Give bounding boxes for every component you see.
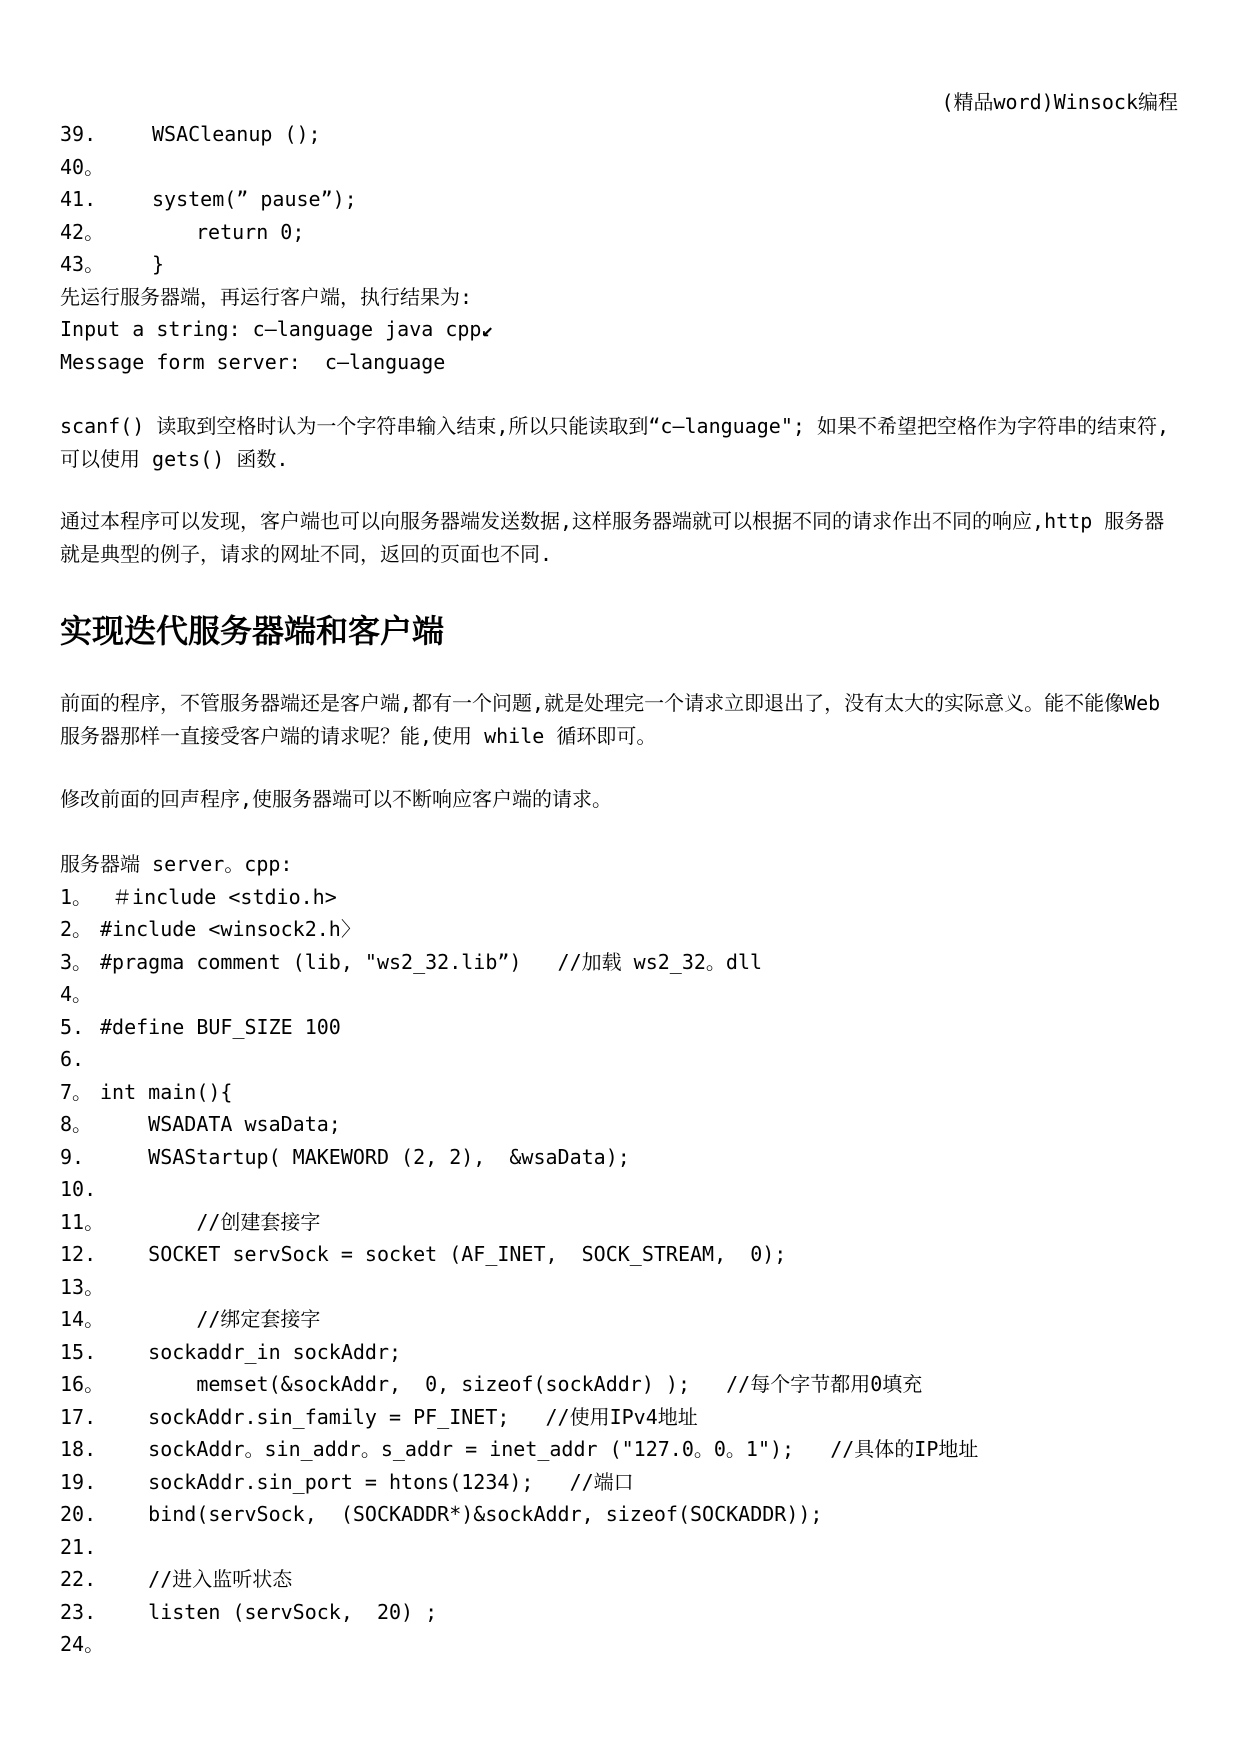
line-number: 6. xyxy=(60,1047,85,1071)
code-text: sockAddr.sin_port = htons(1234); //端口 xyxy=(100,1469,634,1494)
code-text: #pragma comment (lib, "ws2_32.lib”) //加载 ws2_32。dll xyxy=(100,949,763,974)
line-number: 43。 xyxy=(60,252,105,276)
line-number: 14。 xyxy=(60,1307,105,1331)
code-line xyxy=(60,1043,1180,1076)
line-number: 5. xyxy=(60,1014,85,1039)
code-line xyxy=(60,1596,1180,1629)
line-number: 40。 xyxy=(60,154,105,179)
code-line xyxy=(60,151,1180,184)
line-number: 18. xyxy=(60,1437,97,1461)
code-text: #include <winsock2.h〉 xyxy=(100,917,361,941)
line-number: 8。 xyxy=(60,1112,93,1136)
running-header: (精品word)Winsock编程 xyxy=(941,90,1178,114)
line-number: 7。 xyxy=(60,1079,93,1104)
line-number: 17. xyxy=(60,1404,97,1429)
code-text: memset(&sockAddr, 0, sizeof(sockAddr) ); //每个字节都用0填充 xyxy=(100,1372,923,1396)
code-line xyxy=(60,946,1180,979)
code-line xyxy=(60,1401,1180,1434)
line-number: 12. xyxy=(60,1242,97,1266)
code-text: WSAStartup( MAKEWORD (2, 2), &wsaData); xyxy=(100,1144,630,1169)
code-text: int main(){ xyxy=(100,1079,233,1104)
code-text: WSADATA wsaData; xyxy=(100,1112,341,1136)
code-line xyxy=(60,216,1180,249)
code-text: //绑定套接字 xyxy=(100,1307,321,1331)
code-line xyxy=(60,118,1180,151)
code-text: system(” pause”); xyxy=(152,187,357,211)
code-text: //创建套接字 xyxy=(100,1209,321,1234)
code-text: listen (servSock, 20) ; xyxy=(100,1599,438,1624)
code-text: sockaddr_in sockAddr; xyxy=(100,1339,402,1364)
observation-paragraph: 通过本程序可以发现，客户端也可以向服务器端发送数据,这样服务器端就可以根据不同的请求作出不同的响应,http 服务器就是典型的例子，请求的网址不同，返回的页面也不同. xyxy=(60,509,1165,566)
line-number: 9. xyxy=(60,1144,85,1169)
code-text: #define BUF_SIZE 100 xyxy=(100,1014,341,1039)
line-number: 3。 xyxy=(60,949,93,974)
code-line xyxy=(60,1303,1180,1336)
code-text: } xyxy=(152,252,165,276)
code-line xyxy=(60,1336,1180,1369)
line-number: 22. xyxy=(60,1567,97,1591)
code-text: return 0; xyxy=(196,219,305,244)
code-line xyxy=(60,1173,1180,1206)
line-number: 20. xyxy=(60,1502,97,1526)
server-label: 服务器端 server。cpp: xyxy=(60,852,293,876)
run-message-line: Message form server: c—language xyxy=(60,349,446,374)
run-intro: 先运行服务器端，再运行客户端，执行结果为: xyxy=(60,284,473,309)
code-line xyxy=(60,978,1180,1011)
code-line xyxy=(60,1141,1180,1174)
code-line xyxy=(60,1011,1180,1044)
code-line xyxy=(60,248,1180,281)
line-number: 41. xyxy=(60,187,97,211)
code-line xyxy=(60,1108,1180,1141)
code-line xyxy=(60,1433,1180,1466)
line-number: 4。 xyxy=(60,982,93,1006)
code-line xyxy=(60,1271,1180,1304)
code-line xyxy=(60,881,1180,914)
code-text: //进入监听状态 xyxy=(100,1567,293,1591)
code-line xyxy=(60,1466,1180,1499)
code-text: SOCKET servSock = socket (AF_INET, SOCK_STREAM, 0); xyxy=(100,1242,787,1266)
code-text: sockAddr。sin_addr。s_addr = inet_addr ("127.0。0。1"); //具体的IP地址 xyxy=(100,1437,979,1461)
run-input-text: Input a string: c—language java cpp xyxy=(60,317,482,341)
line-number: 10. xyxy=(60,1177,97,1201)
line-number: 42。 xyxy=(60,219,105,244)
line-number: 15. xyxy=(60,1339,97,1364)
code-line xyxy=(60,1628,1180,1661)
code-line xyxy=(60,1238,1180,1271)
code-line xyxy=(60,183,1180,216)
code-line xyxy=(60,1206,1180,1239)
line-number: 1。 xyxy=(60,884,93,909)
section-heading: 实现迭代服务器端和客户端 xyxy=(60,612,445,650)
line-number: 13。 xyxy=(60,1274,105,1299)
code-text: bind(servSock, (SOCKADDR*)&sockAddr, sizeof(SOCKADDR)); xyxy=(100,1502,823,1526)
code-line xyxy=(60,1498,1180,1531)
line-number: 16。 xyxy=(60,1372,105,1396)
code-line xyxy=(60,1076,1180,1109)
code-text: ＃include <stdio.h> xyxy=(100,884,337,909)
line-number: 11。 xyxy=(60,1209,105,1234)
code-line xyxy=(60,1531,1180,1564)
modify-paragraph: 修改前面的回声程序,使服务器端可以不断响应客户端的请求。 xyxy=(60,787,613,811)
scanf-paragraph: scanf() 读取到空格时认为一个字符串输入结束,所以只能读取到“c—language"; 如果不希望把空格作为字符串的结束符,可以使用 gets() 函数. xyxy=(60,414,1169,471)
code-text: WSACleanup (); xyxy=(152,122,321,146)
run-input-line xyxy=(60,313,1180,346)
line-number: 39. xyxy=(60,122,97,146)
line-number: 23. xyxy=(60,1599,97,1624)
line-number: 21. xyxy=(60,1534,97,1559)
line-number: 24。 xyxy=(60,1632,105,1656)
code-text: sockAddr.sin_family = PF_INET; //使用IPv4地址 xyxy=(100,1404,698,1429)
line-number: 19. xyxy=(60,1469,97,1494)
code-line xyxy=(60,1368,1180,1401)
code-line xyxy=(60,913,1180,946)
line-number: 2。 xyxy=(60,917,93,941)
intro-paragraph: 前面的程序，不管服务器端还是客户端,都有一个问题,就是处理完一个请求立即退出了，没有太大的实际意义。能不能像Web服务器那样一直接受客户端的请求呢？能,使用 while 循环即可。 xyxy=(60,691,1161,748)
code-line xyxy=(60,1563,1180,1596)
enter-arrow-icon: ↙ xyxy=(481,317,494,341)
server-code-block xyxy=(60,848,1180,1661)
top-code-block xyxy=(60,118,1180,378)
